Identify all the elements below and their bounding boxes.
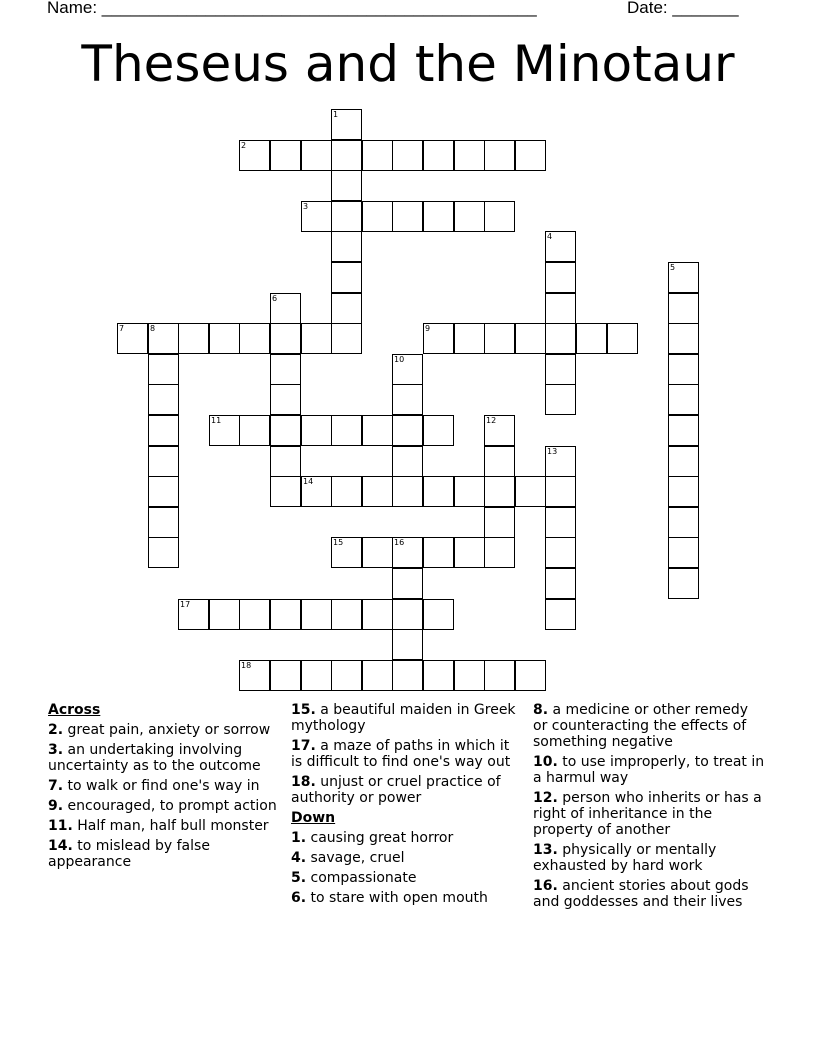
clue-number: 7. — [48, 778, 64, 794]
grid-cell[interactable] — [270, 140, 301, 171]
grid-cell[interactable] — [607, 323, 638, 354]
clue-number: 4. — [291, 850, 307, 866]
grid-cell[interactable] — [301, 201, 332, 232]
grid-cell[interactable] — [270, 384, 301, 415]
clue-text: to use improperly, to treat in a harmul way — [533, 754, 765, 786]
grid-cell[interactable] — [148, 384, 179, 415]
grid-cell[interactable] — [545, 231, 576, 262]
grid-cell[interactable] — [270, 446, 301, 477]
clue-item — [291, 738, 523, 770]
grid-cell[interactable] — [331, 599, 362, 630]
grid-cell[interactable] — [117, 323, 148, 354]
clue-item — [533, 754, 765, 786]
clue-number-label: 16 — [394, 538, 405, 547]
clue-text: ancient stories about gods and goddesses and their lives — [533, 878, 749, 910]
grid-cell[interactable] — [301, 660, 332, 691]
grid-cell[interactable] — [239, 140, 270, 171]
clue-number: 10. — [533, 754, 558, 770]
clue-text: an undertaking involving uncertainty as to the outcome — [48, 742, 261, 774]
grid-cell[interactable] — [209, 323, 240, 354]
clue-number-label: 13 — [547, 447, 558, 456]
clue-text: to mislead by false appearance — [48, 838, 210, 870]
grid-cell[interactable] — [668, 476, 699, 507]
grid-cell[interactable] — [545, 476, 576, 507]
grid-cell[interactable] — [148, 507, 179, 538]
grid-cell[interactable] — [362, 140, 393, 171]
clue-number-label: 9 — [425, 324, 431, 333]
grid-cell[interactable] — [423, 599, 454, 630]
grid-cell[interactable] — [515, 323, 546, 354]
clue-text: a beautiful maiden in Greek mythology — [291, 702, 516, 734]
grid-cell[interactable] — [423, 476, 454, 507]
grid-cell[interactable] — [209, 599, 240, 630]
grid-cell[interactable] — [545, 507, 576, 538]
clue-number-label: 17 — [180, 600, 191, 609]
grid-cell[interactable] — [545, 293, 576, 324]
grid-cell[interactable] — [423, 415, 454, 446]
grid-cell[interactable] — [484, 415, 515, 446]
grid-cell[interactable] — [331, 140, 362, 171]
clue-text: physically or mentally exhausted by hard work — [533, 842, 717, 874]
grid-cell[interactable] — [454, 140, 485, 171]
clue-number: 16. — [533, 878, 558, 894]
clue-item — [291, 890, 523, 906]
grid-cell[interactable] — [515, 140, 546, 171]
grid-cell[interactable] — [392, 660, 423, 691]
clue-number: 15. — [291, 702, 316, 718]
grid-cell[interactable] — [392, 568, 423, 599]
clue-text: great pain, anxiety or sorrow — [63, 722, 271, 738]
grid-cell[interactable] — [515, 476, 546, 507]
grid-cell[interactable] — [331, 323, 362, 354]
name-field[interactable]: Name: ______________________________________________ — [47, 0, 537, 17]
grid-cell[interactable] — [484, 660, 515, 691]
clue-item — [48, 818, 280, 834]
grid-cell[interactable] — [270, 660, 301, 691]
clue-number-label: 2 — [241, 141, 247, 150]
clue-text: encouraged, to prompt action — [63, 798, 277, 814]
clue-number: 17. — [291, 738, 316, 754]
clue-item — [291, 702, 523, 734]
grid-cell[interactable] — [301, 415, 332, 446]
grid-cell[interactable] — [331, 231, 362, 262]
grid-cell[interactable] — [301, 323, 332, 354]
grid-cell[interactable] — [423, 537, 454, 568]
grid-cell[interactable] — [392, 446, 423, 477]
grid-cell[interactable] — [668, 507, 699, 538]
clue-item — [533, 702, 765, 750]
grid-cell[interactable] — [668, 323, 699, 354]
grid-cell[interactable] — [545, 354, 576, 385]
grid-cell[interactable] — [331, 170, 362, 201]
grid-cell[interactable] — [484, 476, 515, 507]
grid-cell[interactable] — [362, 476, 393, 507]
clue-text: to walk or find one's way in — [63, 778, 260, 794]
clue-number: 6. — [291, 890, 307, 906]
grid-cell[interactable] — [392, 354, 423, 385]
grid-cell[interactable] — [148, 446, 179, 477]
grid-cell[interactable] — [331, 109, 362, 140]
grid-cell[interactable] — [270, 415, 301, 446]
clue-text: savage, cruel — [306, 850, 405, 866]
clue-number: 13. — [533, 842, 558, 858]
clue-number-label: 11 — [211, 416, 222, 425]
grid-cell[interactable] — [148, 537, 179, 568]
clue-number-label: 10 — [394, 355, 405, 364]
grid-cell[interactable] — [545, 262, 576, 293]
clue-number: 1. — [291, 830, 307, 846]
grid-cell[interactable] — [301, 599, 332, 630]
grid-cell[interactable] — [270, 599, 301, 630]
grid-cell[interactable] — [148, 354, 179, 385]
grid-cell[interactable] — [668, 384, 699, 415]
clue-item — [48, 838, 280, 870]
clue-item — [533, 842, 765, 874]
grid-cell[interactable] — [331, 660, 362, 691]
grid-cell[interactable] — [668, 415, 699, 446]
clue-number: 9. — [48, 798, 64, 814]
clue-number-label: 6 — [272, 294, 278, 303]
clue-number-label: 8 — [150, 324, 156, 333]
grid-cell[interactable] — [331, 537, 362, 568]
grid-cell[interactable] — [301, 476, 332, 507]
clue-item — [48, 798, 280, 814]
clue-item — [48, 722, 280, 738]
clue-column-2 — [291, 702, 523, 910]
grid-cell[interactable] — [392, 415, 423, 446]
grid-cell[interactable] — [331, 262, 362, 293]
grid-cell[interactable] — [362, 201, 393, 232]
clue-number: 18. — [291, 774, 316, 790]
grid-cell[interactable] — [270, 323, 301, 354]
grid-cell[interactable] — [545, 446, 576, 477]
clue-column-1 — [48, 702, 280, 874]
clue-number: 3. — [48, 742, 64, 758]
grid-cell[interactable] — [454, 476, 485, 507]
grid-cell[interactable] — [239, 415, 270, 446]
clue-item — [48, 742, 280, 774]
grid-cell[interactable] — [270, 476, 301, 507]
grid-cell[interactable] — [148, 415, 179, 446]
clue-number: 5. — [291, 870, 307, 886]
grid-cell[interactable] — [668, 293, 699, 324]
clue-text: unjust or cruel practice of authority or power — [291, 774, 501, 806]
grid-cell[interactable] — [392, 537, 423, 568]
grid-cell[interactable] — [331, 476, 362, 507]
clue-text: compassionate — [306, 870, 417, 886]
grid-cell[interactable] — [484, 446, 515, 477]
grid-cell[interactable] — [668, 568, 699, 599]
grid-cell[interactable] — [148, 323, 179, 354]
grid-cell[interactable] — [668, 446, 699, 477]
grid-cell[interactable] — [515, 660, 546, 691]
section-heading-across: Across — [48, 702, 101, 718]
grid-cell[interactable] — [454, 201, 485, 232]
grid-cell[interactable] — [668, 354, 699, 385]
grid-cell[interactable] — [454, 537, 485, 568]
grid-cell[interactable] — [392, 140, 423, 171]
clue-item — [291, 850, 523, 866]
grid-cell[interactable] — [178, 323, 209, 354]
clue-text: a maze of paths in which it is difficult to find one's way out — [291, 738, 511, 770]
grid-cell[interactable] — [362, 660, 393, 691]
grid-cell[interactable] — [362, 537, 393, 568]
grid-cell[interactable] — [239, 323, 270, 354]
grid-cell[interactable] — [392, 629, 423, 660]
clue-number-label: 14 — [303, 477, 314, 486]
clue-text: Half man, half bull monster — [72, 818, 269, 834]
clue-number: 8. — [533, 702, 549, 718]
grid-cell[interactable] — [362, 415, 393, 446]
clue-text: person who inherits or has a right of inheritance in the property of another — [533, 790, 762, 838]
grid-cell[interactable] — [484, 140, 515, 171]
clue-number: 11. — [48, 818, 73, 834]
grid-cell[interactable] — [423, 201, 454, 232]
clue-number: 12. — [533, 790, 558, 806]
clue-number-label: 12 — [486, 416, 497, 425]
grid-cell[interactable] — [668, 262, 699, 293]
grid-cell[interactable] — [545, 323, 576, 354]
puzzle-title: Theseus and the Minotaur — [81, 35, 735, 93]
section-heading-down: Down — [291, 810, 336, 826]
clue-text: a medicine or other remedy or counteracting the effects of something negative — [533, 702, 749, 750]
grid-cell[interactable] — [454, 323, 485, 354]
grid-cell[interactable] — [454, 660, 485, 691]
grid-cell[interactable] — [484, 507, 515, 538]
clue-item — [48, 778, 280, 794]
grid-cell[interactable] — [301, 140, 332, 171]
clue-column-3 — [533, 702, 765, 914]
grid-cell[interactable] — [423, 660, 454, 691]
grid-cell[interactable] — [484, 537, 515, 568]
grid-cell[interactable] — [331, 293, 362, 324]
grid-cell[interactable] — [484, 201, 515, 232]
grid-cell[interactable] — [423, 140, 454, 171]
grid-cell[interactable] — [576, 323, 607, 354]
clue-item — [533, 878, 765, 910]
grid-cell[interactable] — [239, 660, 270, 691]
grid-cell[interactable] — [392, 384, 423, 415]
grid-cell[interactable] — [331, 415, 362, 446]
clue-number-label: 5 — [670, 263, 676, 272]
grid-cell[interactable] — [178, 599, 209, 630]
clue-number-label: 15 — [333, 538, 344, 547]
grid-cell[interactable] — [668, 537, 699, 568]
clue-number-label: 18 — [241, 661, 252, 670]
grid-cell[interactable] — [270, 354, 301, 385]
clue-item — [291, 870, 523, 886]
grid-cell[interactable] — [392, 476, 423, 507]
grid-cell[interactable] — [423, 323, 454, 354]
clue-text: to stare with open mouth — [306, 890, 488, 906]
clue-item — [533, 790, 765, 838]
grid-cell[interactable] — [545, 599, 576, 630]
clue-number: 14. — [48, 838, 73, 854]
clue-number-label: 7 — [119, 324, 125, 333]
grid-cell[interactable] — [545, 537, 576, 568]
grid-cell[interactable] — [484, 323, 515, 354]
grid-cell[interactable] — [545, 384, 576, 415]
grid-cell[interactable] — [270, 293, 301, 324]
clue-number-label: 3 — [303, 202, 309, 211]
clue-text: causing great horror — [306, 830, 454, 846]
grid-cell[interactable] — [239, 599, 270, 630]
grid-cell[interactable] — [362, 599, 393, 630]
grid-cell[interactable] — [148, 476, 179, 507]
date-field[interactable]: Date: _______ — [627, 0, 739, 17]
clue-number: 2. — [48, 722, 64, 738]
grid-cell[interactable] — [545, 568, 576, 599]
clue-item — [291, 830, 523, 846]
clue-number-label: 1 — [333, 110, 339, 119]
grid-cell[interactable] — [392, 201, 423, 232]
clue-item — [291, 774, 523, 806]
grid-cell[interactable] — [209, 415, 240, 446]
clue-number-label: 4 — [547, 232, 553, 241]
grid-cell[interactable] — [392, 599, 423, 630]
grid-cell[interactable] — [331, 201, 362, 232]
